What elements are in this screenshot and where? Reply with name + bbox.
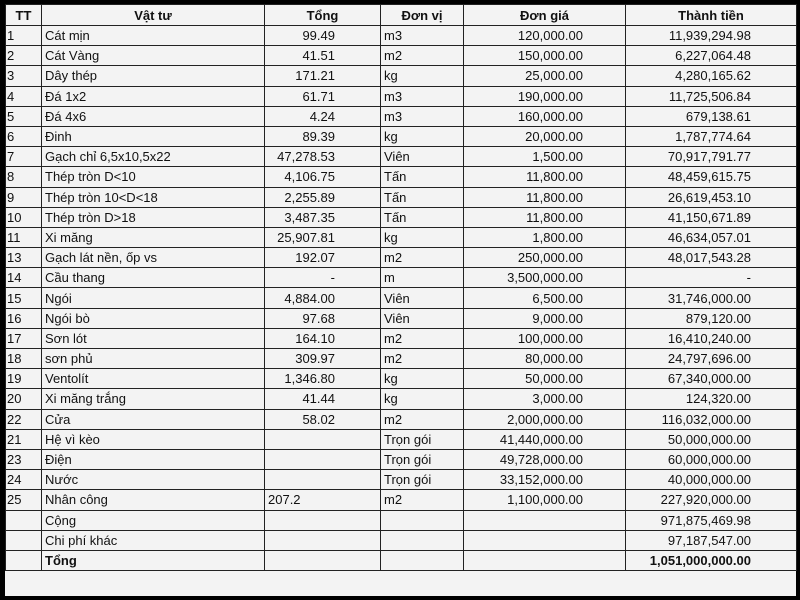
cell-vat-tu[interactable]: Đá 1x2 xyxy=(42,86,265,106)
cell-don-vi[interactable]: m2 xyxy=(381,248,464,268)
cell-thanh-tien[interactable]: 1,051,000,000.00 xyxy=(626,550,797,570)
cell-don-gia[interactable]: 100,000.00 xyxy=(464,328,626,348)
cell-thanh-tien[interactable]: 116,032,000.00 xyxy=(626,409,797,429)
table-row xyxy=(6,46,797,66)
table-row xyxy=(6,550,797,570)
cell-tt[interactable]: 14 xyxy=(6,268,42,288)
cell-tong[interactable] xyxy=(265,510,381,530)
cell-don-vi[interactable]: kg xyxy=(381,227,464,247)
cell-don-gia[interactable] xyxy=(464,550,626,570)
cell-tong[interactable] xyxy=(265,470,381,490)
cell-vat-tu[interactable]: Ventolít xyxy=(42,369,265,389)
table-row xyxy=(6,389,797,409)
cell-tt[interactable]: 22 xyxy=(6,409,42,429)
cell-don-vi[interactable]: m3 xyxy=(381,106,464,126)
cell-vat-tu[interactable]: Cầu thang xyxy=(42,268,265,288)
table-row xyxy=(6,288,797,308)
cell-tong[interactable]: 41.44 xyxy=(265,389,381,409)
cell-don-vi[interactable]: kg xyxy=(381,66,464,86)
cell-don-vi[interactable]: m2 xyxy=(381,328,464,348)
cell-tt[interactable]: 6 xyxy=(6,126,42,146)
cell-tt[interactable]: 15 xyxy=(6,288,42,308)
cell-thanh-tien[interactable]: 6,227,064.48 xyxy=(626,46,797,66)
cell-vat-tu[interactable]: Đá 4x6 xyxy=(42,106,265,126)
cell-don-gia[interactable]: 1,100,000.00 xyxy=(464,490,626,510)
cell-don-gia[interactable]: 50,000.00 xyxy=(464,369,626,389)
cell-tong[interactable]: - xyxy=(265,268,381,288)
cell-tt[interactable]: 11 xyxy=(6,227,42,247)
cell-tong[interactable] xyxy=(265,530,381,550)
cell-don-gia[interactable]: 11,800.00 xyxy=(464,167,626,187)
cell-vat-tu[interactable]: Chi phí khác xyxy=(42,530,265,550)
table-row xyxy=(6,167,797,187)
cell-tong[interactable]: 207.2 xyxy=(265,490,381,510)
cell-thanh-tien[interactable]: 48,017,543.28 xyxy=(626,248,797,268)
cell-thanh-tien[interactable]: 46,634,057.01 xyxy=(626,227,797,247)
cell-don-gia[interactable]: 41,440,000.00 xyxy=(464,429,626,449)
cell-thanh-tien[interactable]: 60,000,000.00 xyxy=(626,449,797,469)
cell-thanh-tien[interactable]: 679,138.61 xyxy=(626,106,797,126)
cell-tong[interactable]: 4,884.00 xyxy=(265,288,381,308)
cell-thanh-tien[interactable]: 50,000,000.00 xyxy=(626,429,797,449)
cell-don-gia[interactable]: 2,000,000.00 xyxy=(464,409,626,429)
cell-tong[interactable]: 4.24 xyxy=(265,106,381,126)
cell-tong[interactable]: 309.97 xyxy=(265,349,381,369)
cell-thanh-tien[interactable]: 4,280,165.62 xyxy=(626,66,797,86)
header-don-gia: Đơn giá xyxy=(464,5,626,26)
cell-thanh-tien[interactable]: 16,410,240.00 xyxy=(626,328,797,348)
cell-tt[interactable] xyxy=(6,530,42,550)
cell-don-vi[interactable]: Tấn xyxy=(381,207,464,227)
cell-tong[interactable]: 97.68 xyxy=(265,308,381,328)
cell-don-vi[interactable]: Trọn gói xyxy=(381,470,464,490)
cell-don-vi[interactable]: m3 xyxy=(381,26,464,46)
cell-tt[interactable]: 13 xyxy=(6,248,42,268)
cell-tong[interactable]: 25,907.81 xyxy=(265,227,381,247)
cell-thanh-tien[interactable]: 11,725,506.84 xyxy=(626,86,797,106)
materials-cost-sheet xyxy=(5,4,796,596)
cell-vat-tu[interactable]: Gạch chỉ 6,5x10,5x22 xyxy=(42,147,265,167)
table-row xyxy=(6,66,797,86)
cell-don-vi[interactable]: m2 xyxy=(381,349,464,369)
cell-vat-tu[interactable]: Xi măng xyxy=(42,227,265,247)
cell-thanh-tien[interactable]: 40,000,000.00 xyxy=(626,470,797,490)
cell-tt[interactable]: 24 xyxy=(6,470,42,490)
cell-tt[interactable]: 18 xyxy=(6,349,42,369)
cell-thanh-tien[interactable]: 24,797,696.00 xyxy=(626,349,797,369)
cell-tong[interactable] xyxy=(265,550,381,570)
cell-thanh-tien[interactable]: 97,187,547.00 xyxy=(626,530,797,550)
cell-tt[interactable]: 10 xyxy=(6,207,42,227)
cell-vat-tu[interactable]: Tổng xyxy=(42,550,265,570)
cell-thanh-tien[interactable]: 227,920,000.00 xyxy=(626,490,797,510)
cell-don-gia[interactable]: 11,800.00 xyxy=(464,207,626,227)
cell-tt[interactable]: 16 xyxy=(6,308,42,328)
cell-don-vi[interactable]: kg xyxy=(381,126,464,146)
table-row xyxy=(6,409,797,429)
table-row xyxy=(6,106,797,126)
cell-don-gia[interactable]: 25,000.00 xyxy=(464,66,626,86)
cell-don-vi[interactable]: Tấn xyxy=(381,187,464,207)
cell-tt[interactable]: 2 xyxy=(6,46,42,66)
cell-thanh-tien[interactable]: 70,917,791.77 xyxy=(626,147,797,167)
cell-vat-tu[interactable]: Sơn lót xyxy=(42,328,265,348)
materials-table xyxy=(5,4,797,571)
table-row xyxy=(6,126,797,146)
table-row xyxy=(6,248,797,268)
header-don-vi: Đơn vị xyxy=(381,5,464,26)
cell-don-vi[interactable]: Viên xyxy=(381,308,464,328)
cell-don-vi[interactable]: m2 xyxy=(381,409,464,429)
cell-tong[interactable] xyxy=(265,429,381,449)
cell-tt[interactable] xyxy=(6,550,42,570)
cell-don-vi[interactable]: Viên xyxy=(381,147,464,167)
table-row xyxy=(6,328,797,348)
cell-tt[interactable]: 1 xyxy=(6,26,42,46)
cell-vat-tu[interactable]: Cộng xyxy=(42,510,265,530)
header-tong: Tổng xyxy=(265,5,381,26)
cell-don-gia[interactable]: 11,800.00 xyxy=(464,187,626,207)
cell-tong[interactable]: 3,487.35 xyxy=(265,207,381,227)
cell-vat-tu[interactable]: Ngói bò xyxy=(42,308,265,328)
cell-don-vi[interactable]: Trọn gói xyxy=(381,449,464,469)
cell-don-gia[interactable]: 20,000.00 xyxy=(464,126,626,146)
cell-don-gia[interactable]: 150,000.00 xyxy=(464,46,626,66)
cell-tt[interactable]: 9 xyxy=(6,187,42,207)
cell-vat-tu[interactable]: Cát mịn xyxy=(42,26,265,46)
cell-tong[interactable]: 164.10 xyxy=(265,328,381,348)
cell-don-gia[interactable]: 120,000.00 xyxy=(464,26,626,46)
cell-don-gia[interactable]: 49,728,000.00 xyxy=(464,449,626,469)
cell-tt[interactable]: 19 xyxy=(6,369,42,389)
cell-don-vi[interactable] xyxy=(381,530,464,550)
cell-tong[interactable]: 61.71 xyxy=(265,86,381,106)
cell-tong[interactable]: 41.51 xyxy=(265,46,381,66)
cell-thanh-tien[interactable]: 124,320.00 xyxy=(626,389,797,409)
cell-thanh-tien[interactable]: 31,746,000.00 xyxy=(626,288,797,308)
table-row xyxy=(6,510,797,530)
table-row xyxy=(6,470,797,490)
cell-tong[interactable]: 99.49 xyxy=(265,26,381,46)
cell-vat-tu[interactable]: Nước xyxy=(42,470,265,490)
cell-tong[interactable]: 89.39 xyxy=(265,126,381,146)
cell-tt[interactable]: 8 xyxy=(6,167,42,187)
cell-thanh-tien[interactable]: 879,120.00 xyxy=(626,308,797,328)
cell-don-vi[interactable]: m xyxy=(381,268,464,288)
cell-don-gia[interactable]: 80,000.00 xyxy=(464,349,626,369)
cell-don-vi[interactable]: kg xyxy=(381,369,464,389)
table-row xyxy=(6,530,797,550)
cell-vat-tu[interactable]: Cát Vàng xyxy=(42,46,265,66)
cell-vat-tu[interactable]: Xi măng trắng xyxy=(42,389,265,409)
cell-don-gia[interactable] xyxy=(464,530,626,550)
cell-tong[interactable] xyxy=(265,449,381,469)
cell-don-vi[interactable]: Viên xyxy=(381,288,464,308)
cell-vat-tu[interactable]: Đinh xyxy=(42,126,265,146)
cell-thanh-tien[interactable]: 67,340,000.00 xyxy=(626,369,797,389)
table-row xyxy=(6,268,797,288)
cell-don-gia[interactable]: 3,000.00 xyxy=(464,389,626,409)
cell-tt[interactable] xyxy=(6,510,42,530)
cell-vat-tu[interactable]: Thép tròn D<10 xyxy=(42,167,265,187)
table-row xyxy=(6,147,797,167)
cell-don-vi[interactable]: m2 xyxy=(381,490,464,510)
cell-vat-tu[interactable]: Ngói xyxy=(42,288,265,308)
table-row xyxy=(6,429,797,449)
cell-tong[interactable]: 192.07 xyxy=(265,248,381,268)
table-row xyxy=(6,349,797,369)
cell-thanh-tien[interactable]: 1,787,774.64 xyxy=(626,126,797,146)
table-row xyxy=(6,207,797,227)
cell-don-vi[interactable]: m2 xyxy=(381,46,464,66)
table-row xyxy=(6,26,797,46)
table-row xyxy=(6,490,797,510)
cell-don-gia[interactable]: 190,000.00 xyxy=(464,86,626,106)
cell-thanh-tien[interactable]: 11,939,294.98 xyxy=(626,26,797,46)
cell-tong[interactable]: 47,278.53 xyxy=(265,147,381,167)
cell-don-vi[interactable]: m3 xyxy=(381,86,464,106)
table-row xyxy=(6,227,797,247)
table-row xyxy=(6,187,797,207)
cell-vat-tu[interactable]: Điện xyxy=(42,449,265,469)
header-tt: TT xyxy=(6,5,42,26)
header-row xyxy=(6,5,797,26)
table-row xyxy=(6,449,797,469)
cell-tt[interactable]: 21 xyxy=(6,429,42,449)
cell-thanh-tien[interactable]: 48,459,615.75 xyxy=(626,167,797,187)
cell-don-gia[interactable]: 1,800.00 xyxy=(464,227,626,247)
cell-thanh-tien[interactable]: 971,875,469.98 xyxy=(626,510,797,530)
cell-don-gia[interactable]: 9,000.00 xyxy=(464,308,626,328)
cell-tt[interactable]: 7 xyxy=(6,147,42,167)
cell-tt[interactable]: 4 xyxy=(6,86,42,106)
header-vat-tu: Vật tư xyxy=(42,5,265,26)
cell-don-gia[interactable]: 3,500,000.00 xyxy=(464,268,626,288)
cell-tt[interactable]: 5 xyxy=(6,106,42,126)
cell-vat-tu[interactable]: Cửa xyxy=(42,409,265,429)
cell-don-vi[interactable] xyxy=(381,510,464,530)
cell-tt[interactable]: 3 xyxy=(6,66,42,86)
cell-don-gia[interactable]: 250,000.00 xyxy=(464,248,626,268)
cell-vat-tu[interactable]: Dây thép xyxy=(42,66,265,86)
cell-vat-tu[interactable]: Hệ vì kèo xyxy=(42,429,265,449)
table-row xyxy=(6,86,797,106)
cell-tong[interactable]: 171.21 xyxy=(265,66,381,86)
cell-don-gia[interactable]: 160,000.00 xyxy=(464,106,626,126)
header-thanh-tien: Thành tiền xyxy=(626,5,797,26)
cell-don-gia[interactable] xyxy=(464,510,626,530)
cell-tong[interactable]: 58.02 xyxy=(265,409,381,429)
cell-tong[interactable]: 4,106.75 xyxy=(265,167,381,187)
cell-tt[interactable]: 20 xyxy=(6,389,42,409)
cell-tt[interactable]: 17 xyxy=(6,328,42,348)
cell-tong[interactable]: 1,346.80 xyxy=(265,369,381,389)
cell-vat-tu[interactable]: Thép tròn D>18 xyxy=(42,207,265,227)
table-body xyxy=(6,26,797,571)
cell-don-vi[interactable]: Tấn xyxy=(381,167,464,187)
cell-thanh-tien[interactable]: 41,150,671.89 xyxy=(626,207,797,227)
cell-tt[interactable]: 25 xyxy=(6,490,42,510)
cell-vat-tu[interactable]: Thép tròn 10<D<18 xyxy=(42,187,265,207)
cell-don-gia[interactable]: 1,500.00 xyxy=(464,147,626,167)
cell-thanh-tien[interactable]: 26,619,453.10 xyxy=(626,187,797,207)
cell-tt[interactable]: 23 xyxy=(6,449,42,469)
cell-don-vi[interactable]: Trọn gói xyxy=(381,429,464,449)
cell-tong[interactable]: 2,255.89 xyxy=(265,187,381,207)
table-row xyxy=(6,308,797,328)
cell-vat-tu[interactable]: Gạch lát nền, ốp vs xyxy=(42,248,265,268)
cell-don-vi[interactable]: kg xyxy=(381,389,464,409)
cell-don-vi[interactable] xyxy=(381,550,464,570)
cell-don-gia[interactable]: 6,500.00 xyxy=(464,288,626,308)
table-row xyxy=(6,369,797,389)
cell-vat-tu[interactable]: sơn phủ xyxy=(42,349,265,369)
cell-don-gia[interactable]: 33,152,000.00 xyxy=(464,470,626,490)
cell-thanh-tien[interactable]: - xyxy=(626,268,797,288)
cell-vat-tu[interactable]: Nhân công xyxy=(42,490,265,510)
